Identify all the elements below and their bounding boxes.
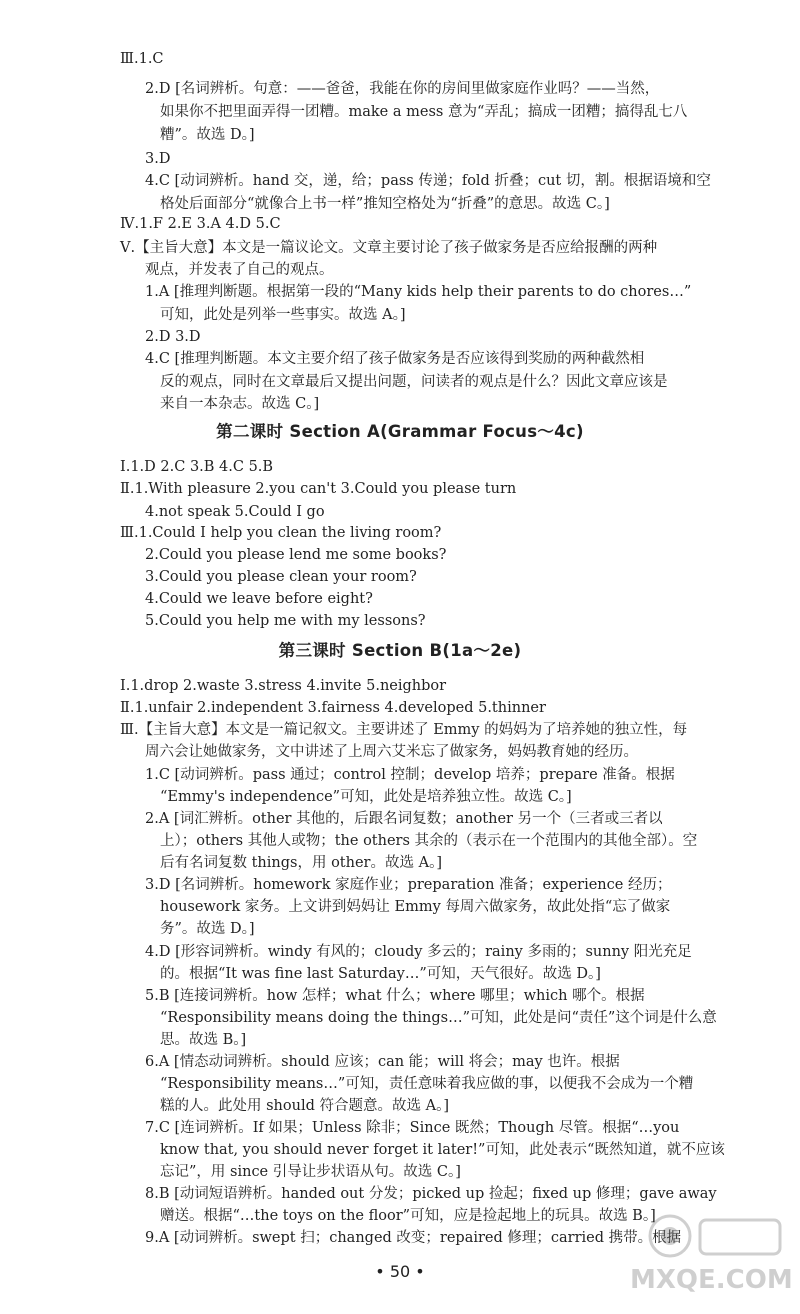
answer-line: 来自一本杂志。故选 C。] xyxy=(160,396,320,412)
answer-line: 8.B [动词短语辨析。handed out 分发；picked up 捡起；fixed up 修理；gave away xyxy=(145,1186,717,1202)
answer-line: Ⅳ.1.F 2.E 3.A 4.D 5.C xyxy=(120,216,281,232)
answer-line: 2.Could you please lend me some books? xyxy=(145,547,447,563)
answer-line: 1.C [动词辨析。pass 通过；control 控制；develop 培养；prepare 准备。根据 xyxy=(145,767,675,783)
answer-line: housework 家务。上文讲到妈妈让 Emmy 每周六做家务，故此处指“忘了做家 xyxy=(160,899,671,915)
answer-line: 周六会让她做家务，文中讲述了上周六艾米忘了做家务，妈妈教育她的经历。 xyxy=(145,744,638,760)
answer-line: 4.C [动词辨析。hand 交，递，给；pass 传递；fold 折叠；cut 切，割。根据语境和空 xyxy=(145,173,711,189)
answer-line: 的。根据“It was fine last Saturday…”可知，天气很好。故选 D。] xyxy=(160,966,601,982)
svg-text:MXQE.COM: MXQE.COM xyxy=(630,1265,793,1295)
answer-line: Ⅰ.1.drop 2.waste 3.stress 4.invite 5.neighbor xyxy=(120,678,447,694)
answer-line: 4.not speak 5.Could I go xyxy=(145,504,325,520)
answer-line: 4.D [形容词辨析。windy 有风的；cloudy 多云的；rainy 多雨的；sunny 阳光充足 xyxy=(145,944,692,960)
answer-line: 3.D [名词辨析。homework 家庭作业；preparation 准备；experience 经历； xyxy=(145,877,672,893)
answer-line: Ⅱ.1.With pleasure 2.you can't 3.Could you please turn xyxy=(120,481,517,497)
answer-line: 如果你不把里面弄得一团糟。make a mess 意为“弄乱；搞成一团糟；搞得乱七八 xyxy=(160,104,688,120)
answer-line: 上）；others 其他人或物；the others 其余的（表示在一个范围内的其他全部）。空 xyxy=(160,833,698,849)
answer-line: 后有名词复数 things，用 other。故选 A。] xyxy=(160,855,442,871)
answer-line: 反的观点，同时在文章最后又提出问题，问读者的观点是什么？因此文章应该是 xyxy=(160,374,668,390)
answer-line: Ⅲ.1.Could I help you clean the living room? xyxy=(120,525,442,541)
answer-line: 2.A [词汇辨析。other 其他的，后跟名词复数；another 另一个（三者或三者以 xyxy=(145,811,663,827)
answer-line: Ⅰ.1.D 2.C 3.B 4.C 5.B xyxy=(120,459,274,475)
answer-line: “Emmy's independence”可知，此处是培养独立性。故选 C。] xyxy=(160,789,572,805)
watermark-logo xyxy=(600,1208,800,1310)
section-heading: 第二课时 Section A(Grammar Focus～4c) xyxy=(216,422,584,441)
answer-line: 忘记”，用 since 引导让步状语从句。故选 C。] xyxy=(160,1164,461,1180)
answer-line: 观点，并发表了自己的观点。 xyxy=(145,262,334,278)
answer-line: 务”。故选 D。] xyxy=(160,921,255,937)
answer-line: Ⅱ.1.unfair 2.independent 3.fairness 4.developed 5.thinner xyxy=(120,700,546,716)
answer-line: know that, you should never forget it later!”可知，此处表示“既然知道，就不应该 xyxy=(160,1142,725,1158)
answer-line: 糟”。故选 D。] xyxy=(160,127,255,143)
answer-line: 4.Could we leave before eight? xyxy=(145,591,373,607)
answer-line: 糕的人。此处用 should 符合题意。故选 A。] xyxy=(160,1098,449,1114)
answer-line: 思。故选 B。] xyxy=(160,1032,247,1048)
answer-line: 格处后面部分“就像合上书一样”推知空格处为“折叠”的意思。故选 C。] xyxy=(160,196,610,212)
section-heading: 第三课时 Section B(1a～2e) xyxy=(278,641,522,660)
answer-line: Ⅴ.【主旨大意】本文是一篇议论文。文章主要讨论了孩子做家务是否应给报酬的两种 xyxy=(120,240,658,256)
answer-line: 1.A [推理判断题。根据第一段的“Many kids help their parents to do chores…” xyxy=(145,284,692,300)
answer-line: Ⅲ.【主旨大意】本文是一篇记叙文。主要讲述了 Emmy 的妈妈为了培养她的独立性，每 xyxy=(120,722,688,738)
answer-line: 3.D xyxy=(145,151,171,167)
answer-line: 可知，此处是列举一些事实。故选 A。] xyxy=(160,307,406,323)
answer-line: 6.A [情态动词辨析。should 应该；can 能；will 将会；may 也许。根据 xyxy=(145,1054,620,1070)
answer-line: “Responsibility means…”可知，责任意味着我应做的事，以便我不会成为一个糟 xyxy=(160,1076,694,1092)
answer-line: 2.D [名词辨析。句意：——爸爸，我能在你的房间里做家庭作业吗？——当然， xyxy=(145,81,660,97)
answer-line: 赠送。根据“…the toys on the floor”可知，应是捡起地上的玩具。故选 B。] xyxy=(160,1208,656,1224)
answer-line: 4.C [推理判断题。本文主要介绍了孩子做家务是否应该得到奖励的两种截然相 xyxy=(145,351,645,367)
page-number: • 50 • xyxy=(375,1262,425,1281)
answer-line: 9.A [动词辨析。swept 扫；changed 改变；repaired 修理；carried 携带。根据 xyxy=(145,1230,682,1246)
answer-line: 2.D 3.D xyxy=(145,329,201,345)
answer-line: 7.C [连词辨析。If 如果；Unless 除非；Since 既然；Though 尽管。根据“…you xyxy=(145,1120,680,1136)
answer-line: 3.Could you please clean your room? xyxy=(145,569,417,585)
answer-line: Ⅲ.1.C xyxy=(120,51,164,67)
answer-line: 5.Could you help me with my lessons? xyxy=(145,613,426,629)
answer-line: 5.B [连接词辨析。how 怎样；what 什么；where 哪里；which 哪个。根据 xyxy=(145,988,645,1004)
answer-line: “Responsibility means doing the things…”可知，此处是问“责任”这个词是什么意 xyxy=(160,1010,717,1026)
